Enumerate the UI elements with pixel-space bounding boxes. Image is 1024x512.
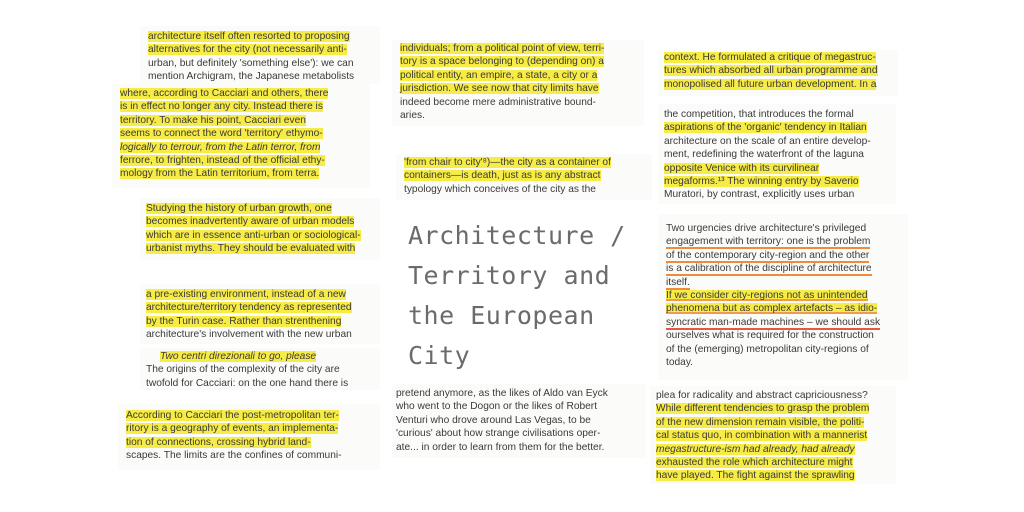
underline-orange: of the contemporary city-region and the other (666, 249, 870, 261)
text-line: typology which conceives of the city as the (404, 183, 596, 195)
highlight: becomes inadvertently aware of urban models (146, 216, 355, 228)
title-line-4: City (408, 341, 471, 370)
text-line: 'curious' about how strange civilisations oper- (396, 428, 601, 440)
highlight: individuals; from a political point of view, terri- (400, 43, 605, 54)
underline-orange: itself. (666, 276, 690, 288)
underline-red: syncratic man-made machines – we should ask (666, 316, 881, 328)
highlight: 'from chair to city'⁸)—the city as a container of (404, 157, 611, 168)
highlight: urbanist myths. They should be evaluated with (146, 243, 356, 255)
highlight: which are in essence anti-urban or sociological- (146, 229, 361, 241)
highlight: megastructure-ism had already, had already (656, 443, 855, 455)
title-line-3: the European (408, 301, 595, 330)
collage-title (408, 216, 648, 376)
text-line: Two urgencies drive architecture's privileged (666, 223, 867, 234)
text-line: Venturi who drove around Las Vegas, to be (396, 414, 591, 426)
highlight: architecture itself often resorted to proposing (148, 31, 350, 42)
text-line: the competition, that introduces the formal (664, 109, 854, 120)
highlight: ferrore, to frighten, instead of the official ethy- (120, 155, 325, 167)
text-line: plea for radicality and abstract capriciousness? (656, 390, 868, 401)
text-clipping-12 (658, 214, 908, 380)
text-line: architecture on the scale of an entire develop- (664, 135, 871, 147)
highlight: phenomena but as complex artefacts – as idio- (666, 303, 878, 315)
text-line: pretend anymore, as the likes of Aldo van Eyck (396, 388, 608, 399)
underline-orange: is a calibration of the discipline of architecture (666, 263, 872, 275)
highlight: architecture/territory tendency as represented (146, 302, 352, 314)
text-clipping-3 (140, 198, 380, 260)
text-line: scapes. The limits are the confines of communi- (126, 450, 342, 462)
highlight: exhausted the role which architecture might (656, 457, 853, 469)
underline-orange: engagement with territory: one is the problem (666, 236, 871, 248)
text-line: ate... in order to learn from them for the better. (396, 441, 605, 453)
text-line: ourselves what is required for the construction (666, 330, 874, 342)
highlight: Two centri direzionali to go, please (160, 351, 317, 362)
text-clipping-5 (140, 348, 380, 390)
highlight: context. He formulated a critique of megastruc- (664, 52, 876, 63)
text-line: architecture's involvement with the new urban (146, 329, 352, 341)
text-clipping-11 (658, 104, 896, 204)
title-line-2: Territory and (408, 261, 611, 290)
highlight: tory is a space belonging to (depending on) a (400, 56, 604, 68)
text-line: Muratori, by contrast, explicitly uses urban (664, 189, 855, 201)
text-clipping-10 (658, 50, 898, 96)
text-line: ment, redefining the waterfront of the laguna (664, 149, 864, 161)
text-clipping-6 (118, 404, 380, 470)
highlight: megaforms.¹³ The winning entry by Saverio (664, 176, 859, 188)
highlight: Studying the history of urban growth, one (146, 203, 332, 214)
highlight: alternatives for the city (not necessarily anti- (148, 44, 347, 56)
highlight: tion of connections, crossing hybrid land- (126, 436, 311, 448)
highlight: If we consider city-regions not as unintended (666, 290, 868, 302)
highlight: According to Cacciari the post-metropolitan ter- (126, 410, 339, 421)
highlight: territory. To make his point, Cacciari even (120, 114, 306, 126)
text-clipping-9 (392, 384, 646, 458)
highlight: tures which absorbed all urban programme and (664, 65, 878, 77)
text-line: mention Archigram, the Japanese metabolists (148, 71, 355, 83)
highlight: is in effect no longer any city. Instead there is (120, 101, 323, 113)
text-line: The origins of the complexity of the city are (146, 364, 340, 376)
highlight: opposite Venice with its curvilinear (664, 162, 820, 174)
highlight: a pre-existing environment, instead of a new (146, 289, 346, 300)
highlight: seems to connect the word 'territory' ethymo- (120, 128, 323, 140)
text-line: urban, but definitely 'something else'): we can (148, 57, 354, 69)
highlight: While different tendencies to grasp the problem (656, 403, 870, 415)
highlight: by the Turin case. Rather than strenthening (146, 315, 342, 327)
highlight: where, according to Cacciari and others, there (120, 88, 329, 99)
text-line: of the (emerging) metropolitan city-regions of (666, 343, 869, 355)
text-line: today. (666, 357, 693, 369)
text-clipping-4 (140, 284, 380, 344)
highlight: political entity, an empire, a state, a city or a (400, 69, 598, 81)
highlight: logically to terrour, from the Latin terror, from (120, 141, 321, 153)
highlight: monopolised all future urban development. In a (664, 78, 877, 90)
highlight: of the new dimension remain visible, the politi- (656, 416, 865, 428)
text-clipping-13 (650, 386, 896, 484)
highlight: containers—is death, just as is any abstract (404, 170, 601, 182)
text-line: indeed become mere administrative bound- (400, 96, 596, 108)
highlight: cal status quo, in combination with a mannerist (656, 430, 868, 442)
text-clipping-7 (392, 40, 644, 126)
text-line: twofold for Cacciari: on the one hand there is (146, 377, 349, 389)
text-clipping-8 (396, 154, 652, 200)
highlight: have played. The fight against the sprawling (656, 470, 855, 482)
text-clipping-2 (112, 84, 370, 188)
highlight: jurisdiction. We see now that city limits have (400, 83, 599, 95)
title-line-1: Architecture / (408, 221, 626, 250)
highlight: aspirations of the 'organic' tendency in Italian (664, 122, 867, 134)
text-line: aries. (400, 110, 425, 122)
text-line: who went to the Dogon or the likes of Robert (396, 401, 598, 413)
highlight: mology from the Latin territorium, from terra. (120, 168, 320, 180)
text-clipping-1 (140, 26, 380, 84)
highlight: ritory is a geography of events, an implementa- (126, 423, 339, 435)
